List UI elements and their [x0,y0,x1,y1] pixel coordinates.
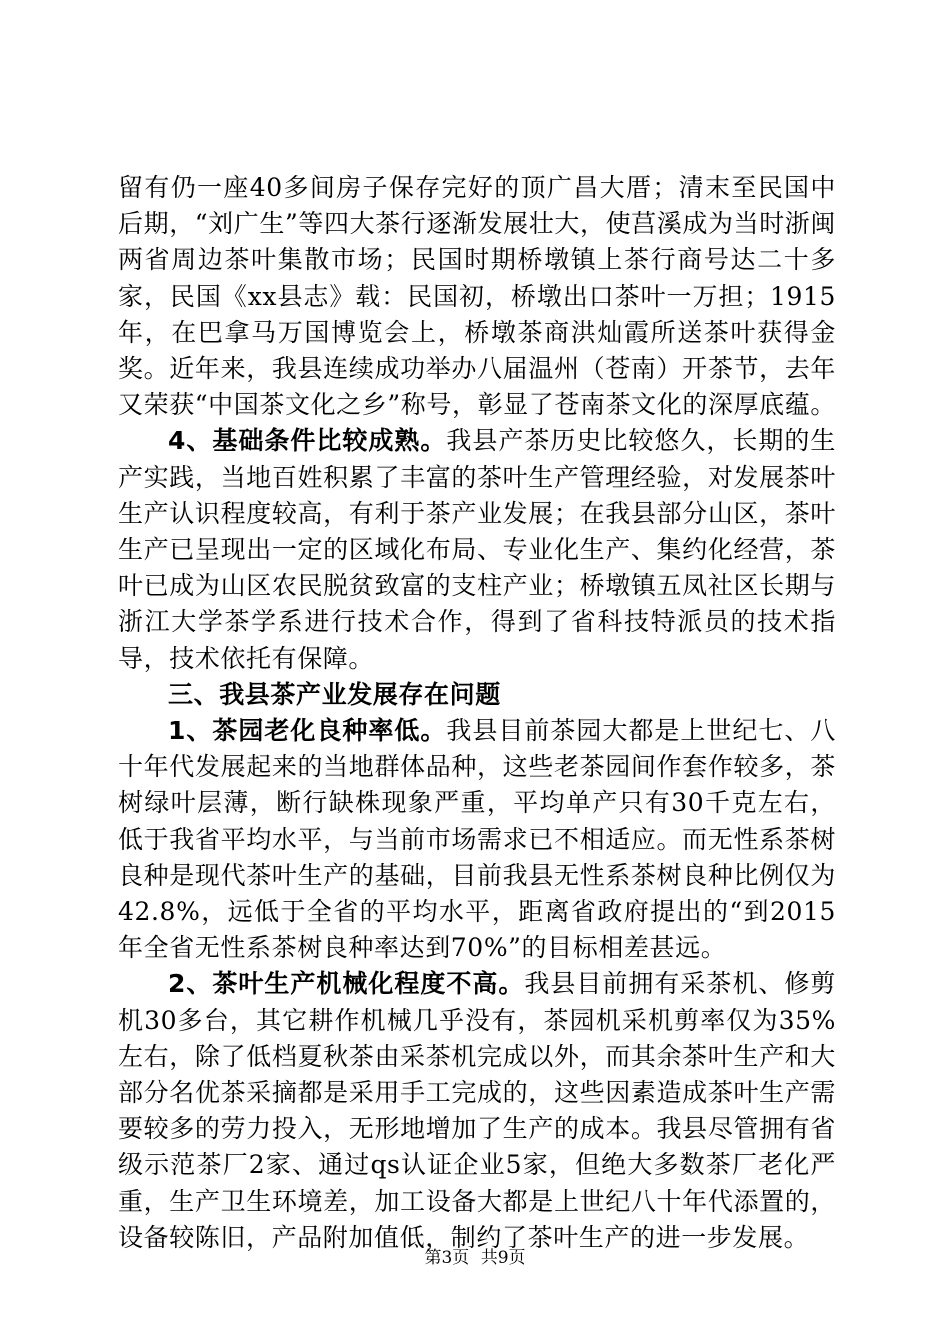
paragraph-text: 我县目前拥有采茶机、修剪机30多台，其它耕作机械几乎没有，茶园机采机剪率仅为35%左右，除了低档夏秋茶由采茶机完成以外，而其余茶叶生产和大部分名优茶采摘都是采用手工完成的，这些因素造成茶叶生产需要较多的劳力投入，无形地增加了生产的成本。我县尽管拥有省级示范茶厂2家、通过qs认证企业5家，但绝大多数茶厂老化严重，生产卫生环境差，加工设备大都是上世纪八十年代添置的，设备较陈旧，产品附加值低，制约了茶叶生产的进一步发展。 [118,969,837,1252]
page-number: 第3页 [424,1248,470,1268]
paragraph-text: 留有仍一座40多间房子保存完好的顶广昌大厝；清末至民国中后期，“刘广生”等四大茶行逐渐发展壮大，使莒溪成为当时浙闽两省周边茶叶集散市场；民国时期桥墩镇上茶行商号达二十多家，民国《xx县志》载：民国初，桥墩出口茶叶一万担；1915年，在巴拿马万国博览会上，桥墩茶商洪灿霞所送茶叶获得金奖。近年来，我县连续成功举办八届温州（苍南）开茶节，去年又荣获“中国茶文化之乡”称号，彰显了苍南茶文化的深厚底蕴。 [118,173,836,420]
paragraph-lead: 4、基础条件比较成熟。 [168,426,447,456]
paragraph-text: 我县目前茶园大都是上世纪七、八十年代发展起来的当地群体品种，这些老茶园间作套作较多，茶树绿叶层薄，断行缺株现象严重，平均单产只有30千克左右，低于我省平均水平，与当前市场需求已不相适应。而无性系茶树良种是现代茶叶生产的基础，目前我县无性系茶树良种比例仅为42.8%，远低于全省的平均水平，距离省政府提出的“到2015年全省无性系茶树良种率达到70%”的目标相差甚远。 [118,716,836,963]
page-footer [0,1243,950,1268]
paragraph-text: 我县产茶历史比较悠久，长期的生产实践，当地百姓积累了丰富的茶叶生产管理经验，对发展茶叶生产认识程度较高，有利于茶产业发展；在我县部分山区，茶叶生产已呈现出一定的区域化布局、专业化生产、集约化经营，茶叶已成为山区农民脱贫致富的支柱产业；桥墩镇五凤社区长期与浙江大学茶学系进行技术合作，得到了省科技特派员的技术指导，技术依托有保障。 [118,426,836,673]
page-total: 共9页 [480,1248,526,1268]
paragraph-mechanization [118,966,836,1256]
document-body [118,170,836,1256]
paragraph-aging-gardens [118,713,836,966]
paragraph-conditions [118,423,836,676]
paragraph-lead: 1、茶园老化良种率低。 [168,716,447,746]
section-heading: 三、我县茶产业发展存在问题 [168,679,501,709]
paragraph-history [118,170,836,423]
paragraph-lead: 2、茶叶生产机械化程度不高。 [168,969,525,999]
